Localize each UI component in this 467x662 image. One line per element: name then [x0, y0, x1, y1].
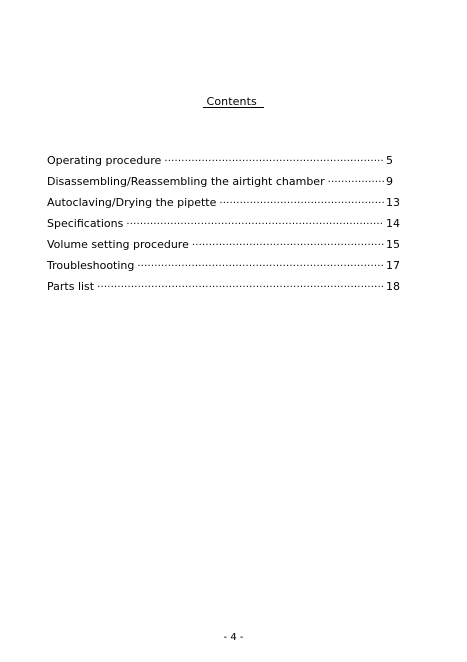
toc-entry-troubleshooting[interactable]: [47, 259, 399, 280]
toc-entry-autoclaving[interactable]: [47, 196, 399, 217]
toc-entry-label: Autoclaving/Drying the pipette: [47, 196, 217, 209]
toc-entry-page-number: 5: [386, 154, 393, 167]
dot-leader: [328, 177, 384, 188]
dot-leader: [137, 261, 384, 272]
toc-entry-page-number: 18: [386, 280, 400, 293]
toc-entry-specifications[interactable]: [47, 217, 399, 238]
toc-entry-page-number: 9: [386, 175, 393, 188]
toc-entry-volume-setting[interactable]: [47, 238, 399, 259]
toc-entry-disassembling[interactable]: [47, 175, 399, 196]
toc-entry-operating-procedure[interactable]: [47, 154, 399, 175]
toc-entry-label: Volume setting procedure: [47, 238, 189, 251]
toc-entry-label: Parts list: [47, 280, 95, 293]
table-of-contents: [47, 154, 399, 301]
page-number-footer: - 4 -: [223, 632, 244, 643]
dot-leader: [126, 219, 384, 230]
toc-entry-parts-list[interactable]: [47, 280, 399, 301]
toc-entry-label: Troubleshooting: [47, 259, 135, 272]
contents-heading: [0, 95, 467, 108]
toc-entry-page-number: 15: [386, 238, 400, 251]
dot-leader: [97, 282, 384, 293]
toc-entry-page-number: 13: [386, 196, 400, 209]
toc-entry-label: Specifications: [47, 217, 124, 230]
toc-entry-label: Disassembling/Reassembling the airtight chamber: [47, 175, 325, 188]
toc-entry-label: Operating procedure: [47, 154, 162, 167]
dot-leader: [219, 198, 384, 209]
toc-entry-page-number: 17: [386, 259, 400, 272]
dot-leader: [192, 240, 384, 251]
toc-entry-page-number: 14: [386, 217, 400, 230]
contents-title: Contents: [202, 95, 265, 108]
dot-leader: [164, 156, 384, 167]
